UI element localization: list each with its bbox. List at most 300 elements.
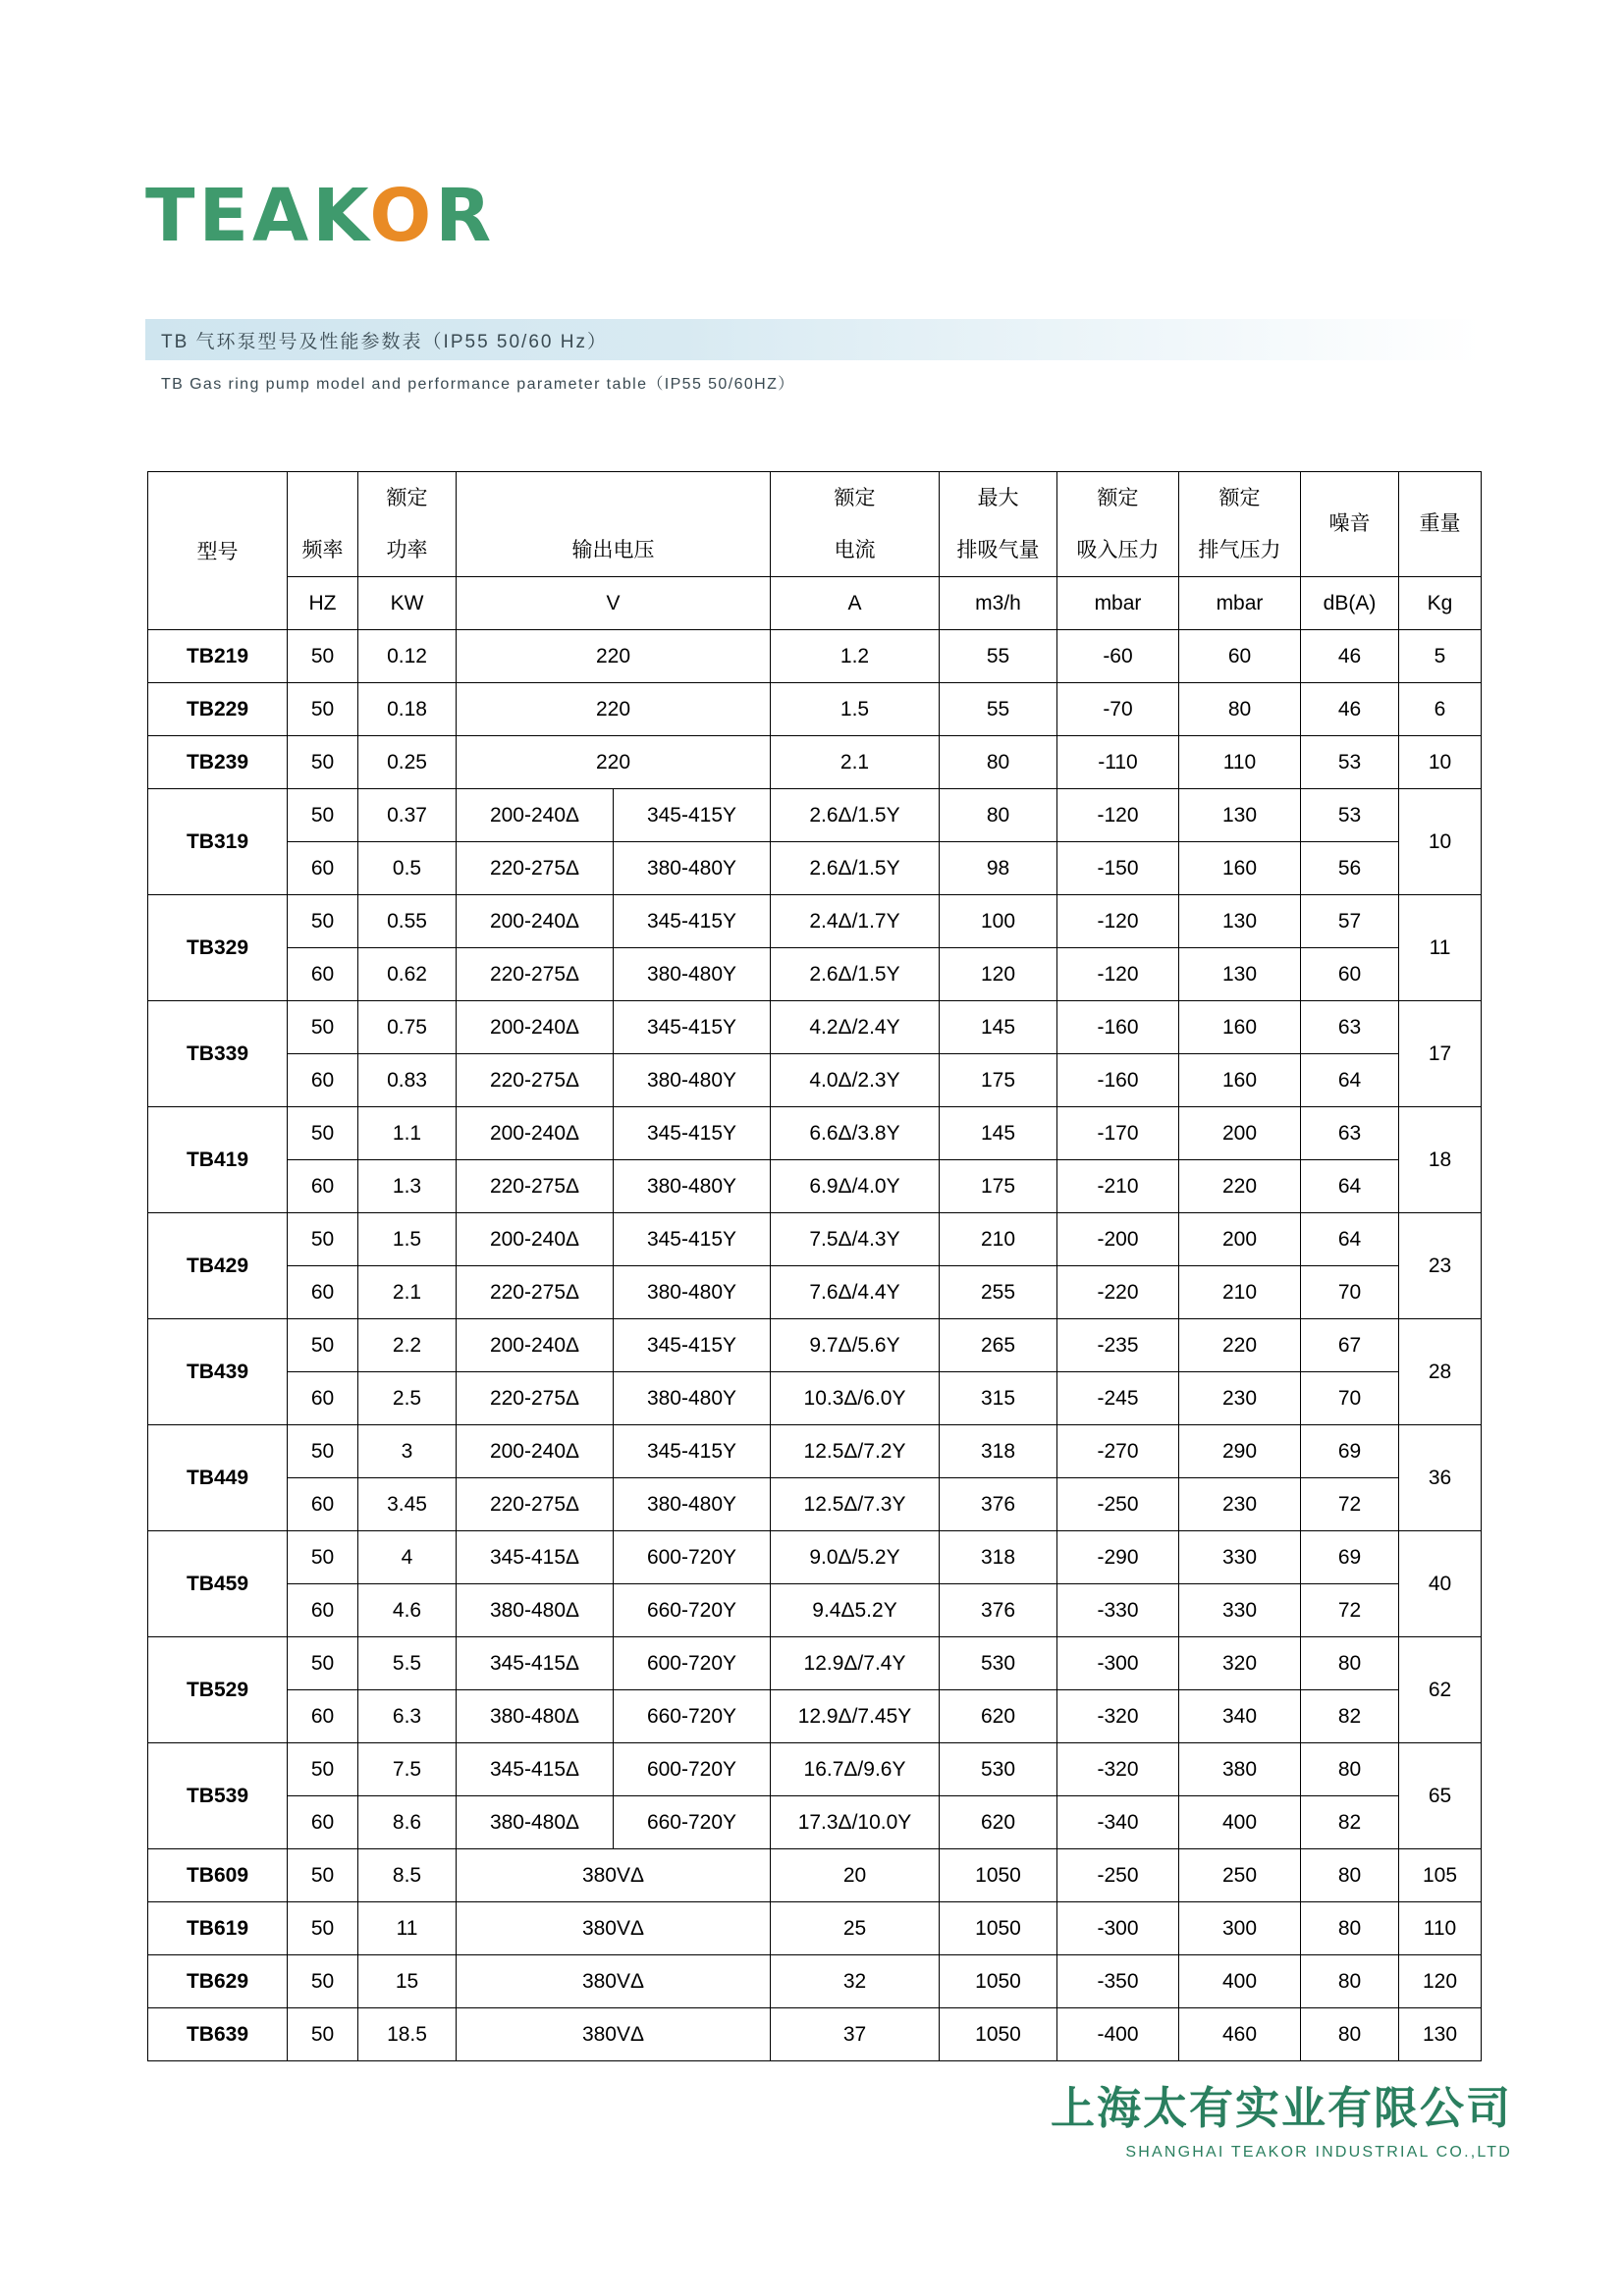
cell-discharge-pressure: 230 xyxy=(1179,1372,1301,1425)
cell-voltage-delta: 200-240Δ xyxy=(457,1425,614,1478)
company-logo xyxy=(145,172,656,260)
table-row xyxy=(148,1849,1482,1902)
cell-voltage-star: 380-480Y xyxy=(614,1054,771,1107)
cell-model: TB529 xyxy=(148,1637,288,1743)
cell-weight: 23 xyxy=(1399,1213,1482,1319)
table-row xyxy=(148,1637,1482,1690)
cell-current: 9.4Δ5.2Y xyxy=(771,1584,940,1637)
cell-current: 2.1 xyxy=(771,736,940,789)
cell-power: 5.5 xyxy=(358,1637,457,1690)
cell-model: TB619 xyxy=(148,1902,288,1955)
cell-voltage: 380VΔ xyxy=(457,1902,771,1955)
header-freq-blank xyxy=(288,472,358,525)
cell-current: 2.6Δ/1.5Y xyxy=(771,948,940,1001)
cell-noise: 80 xyxy=(1301,1849,1399,1902)
header-voltage-unit: V xyxy=(457,577,771,630)
table-row xyxy=(148,2008,1482,2061)
cell-voltage-delta: 345-415Δ xyxy=(457,1531,614,1584)
cell-discharge-pressure: 160 xyxy=(1179,842,1301,895)
cell-weight: 28 xyxy=(1399,1319,1482,1425)
cell-frequency: 50 xyxy=(288,1849,358,1902)
cell-suction-pressure: -350 xyxy=(1057,1955,1179,2008)
table-row xyxy=(148,1054,1482,1107)
spec-table-wrapper xyxy=(147,471,1481,2061)
cell-frequency: 60 xyxy=(288,1054,358,1107)
cell-power: 8.5 xyxy=(358,1849,457,1902)
cell-frequency: 50 xyxy=(288,789,358,842)
header-suction-cn1: 额定 xyxy=(1057,472,1179,525)
section-title-bar xyxy=(145,319,1481,360)
cell-weight: 10 xyxy=(1399,736,1482,789)
cell-frequency: 60 xyxy=(288,948,358,1001)
cell-frequency: 50 xyxy=(288,1531,358,1584)
cell-suction-pressure: -400 xyxy=(1057,2008,1179,2061)
table-row xyxy=(148,1213,1482,1266)
cell-noise: 72 xyxy=(1301,1584,1399,1637)
cell-flow: 315 xyxy=(940,1372,1057,1425)
cell-weight: 130 xyxy=(1399,2008,1482,2061)
cell-current: 12.9Δ/7.4Y xyxy=(771,1637,940,1690)
cell-frequency: 50 xyxy=(288,1107,358,1160)
cell-power: 2.2 xyxy=(358,1319,457,1372)
cell-model: TB639 xyxy=(148,2008,288,2061)
cell-current: 9.7Δ/5.6Y xyxy=(771,1319,940,1372)
cell-voltage-star: 345-415Y xyxy=(614,789,771,842)
table-row xyxy=(148,1319,1482,1372)
header-voltage-blank xyxy=(457,472,771,525)
cell-voltage-delta: 200-240Δ xyxy=(457,1213,614,1266)
header-flow-cn2: 排吸气量 xyxy=(940,524,1057,577)
cell-noise: 80 xyxy=(1301,2008,1399,2061)
cell-current: 6.6Δ/3.8Y xyxy=(771,1107,940,1160)
cell-current: 6.9Δ/4.0Y xyxy=(771,1160,940,1213)
cell-current: 25 xyxy=(771,1902,940,1955)
cell-noise: 80 xyxy=(1301,1902,1399,1955)
spec-table xyxy=(147,471,1482,2061)
cell-power: 0.25 xyxy=(358,736,457,789)
header-voltage-cn: 输出电压 xyxy=(457,524,771,577)
cell-weight: 18 xyxy=(1399,1107,1482,1213)
cell-current: 12.5Δ/7.2Y xyxy=(771,1425,940,1478)
cell-discharge-pressure: 160 xyxy=(1179,1001,1301,1054)
cell-power: 6.3 xyxy=(358,1690,457,1743)
cell-model: TB609 xyxy=(148,1849,288,1902)
cell-voltage-star: 660-720Y xyxy=(614,1796,771,1849)
cell-power: 3.45 xyxy=(358,1478,457,1531)
cell-flow: 80 xyxy=(940,736,1057,789)
cell-suction-pressure: -270 xyxy=(1057,1425,1179,1478)
cell-weight: 17 xyxy=(1399,1001,1482,1107)
cell-flow: 530 xyxy=(940,1637,1057,1690)
cell-power: 2.5 xyxy=(358,1372,457,1425)
cell-frequency: 50 xyxy=(288,1902,358,1955)
cell-voltage-star: 380-480Y xyxy=(614,842,771,895)
header-weight-unit: Kg xyxy=(1399,577,1482,630)
cell-flow: 1050 xyxy=(940,2008,1057,2061)
cell-model: TB539 xyxy=(148,1743,288,1849)
cell-suction-pressure: -120 xyxy=(1057,948,1179,1001)
cell-suction-pressure: -245 xyxy=(1057,1372,1179,1425)
cell-weight: 110 xyxy=(1399,1902,1482,1955)
cell-noise: 60 xyxy=(1301,948,1399,1001)
company-name-cn: 上海太有实业有限公司 xyxy=(1050,2082,1512,2134)
cell-model: TB319 xyxy=(148,789,288,895)
header-model: 型号 xyxy=(148,472,288,630)
cell-flow: 1050 xyxy=(940,1955,1057,2008)
cell-model: TB419 xyxy=(148,1107,288,1213)
cell-discharge-pressure: 400 xyxy=(1179,1796,1301,1849)
cell-discharge-pressure: 300 xyxy=(1179,1902,1301,1955)
cell-power: 18.5 xyxy=(358,2008,457,2061)
cell-flow: 120 xyxy=(940,948,1057,1001)
table-row xyxy=(148,1001,1482,1054)
cell-frequency: 60 xyxy=(288,1796,358,1849)
cell-frequency: 50 xyxy=(288,1319,358,1372)
cell-discharge-pressure: 380 xyxy=(1179,1743,1301,1796)
header-row-2 xyxy=(148,524,1482,577)
header-discharge-cn2: 排气压力 xyxy=(1179,524,1301,577)
cell-weight: 10 xyxy=(1399,789,1482,895)
header-suction-cn2: 吸入压力 xyxy=(1057,524,1179,577)
cell-current: 2.4Δ/1.7Y xyxy=(771,895,940,948)
cell-voltage-delta: 220-275Δ xyxy=(457,1478,614,1531)
cell-discharge-pressure: 220 xyxy=(1179,1160,1301,1213)
cell-discharge-pressure: 400 xyxy=(1179,1955,1301,2008)
cell-flow: 255 xyxy=(940,1266,1057,1319)
cell-noise: 80 xyxy=(1301,1955,1399,2008)
cell-power: 0.62 xyxy=(358,948,457,1001)
cell-flow: 98 xyxy=(940,842,1057,895)
cell-model: TB429 xyxy=(148,1213,288,1319)
header-suction-unit: mbar xyxy=(1057,577,1179,630)
cell-frequency: 50 xyxy=(288,1425,358,1478)
cell-suction-pressure: -200 xyxy=(1057,1213,1179,1266)
header-discharge-cn1: 额定 xyxy=(1179,472,1301,525)
cell-suction-pressure: -120 xyxy=(1057,895,1179,948)
cell-voltage-star: 345-415Y xyxy=(614,1319,771,1372)
header-weight-cn: 重量 xyxy=(1399,472,1482,577)
cell-voltage-delta: 200-240Δ xyxy=(457,1001,614,1054)
cell-model: TB339 xyxy=(148,1001,288,1107)
cell-voltage: 220 xyxy=(457,630,771,683)
section-title-cn: TB 气环泵型号及性能参数表（IP55 50/60 Hz） xyxy=(161,331,608,352)
cell-discharge-pressure: 340 xyxy=(1179,1690,1301,1743)
cell-current: 7.6Δ/4.4Y xyxy=(771,1266,940,1319)
table-row xyxy=(148,1478,1482,1531)
cell-frequency: 60 xyxy=(288,1372,358,1425)
cell-suction-pressure: -160 xyxy=(1057,1001,1179,1054)
header-current-unit: A xyxy=(771,577,940,630)
cell-noise: 64 xyxy=(1301,1213,1399,1266)
table-row xyxy=(148,736,1482,789)
logo-text-after: R xyxy=(435,174,496,258)
header-power-cn1: 额定 xyxy=(358,472,457,525)
cell-flow: 55 xyxy=(940,630,1057,683)
cell-discharge-pressure: 210 xyxy=(1179,1266,1301,1319)
table-row xyxy=(148,1690,1482,1743)
cell-current: 20 xyxy=(771,1849,940,1902)
cell-noise: 64 xyxy=(1301,1160,1399,1213)
cell-noise: 46 xyxy=(1301,630,1399,683)
cell-voltage-star: 600-720Y xyxy=(614,1637,771,1690)
cell-noise: 72 xyxy=(1301,1478,1399,1531)
cell-flow: 145 xyxy=(940,1107,1057,1160)
cell-weight: 120 xyxy=(1399,1955,1482,2008)
cell-current: 4.2Δ/2.4Y xyxy=(771,1001,940,1054)
cell-flow: 210 xyxy=(940,1213,1057,1266)
table-row xyxy=(148,1743,1482,1796)
cell-suction-pressure: -300 xyxy=(1057,1902,1179,1955)
cell-discharge-pressure: 460 xyxy=(1179,2008,1301,2061)
cell-suction-pressure: -320 xyxy=(1057,1743,1179,1796)
cell-current: 9.0Δ/5.2Y xyxy=(771,1531,940,1584)
cell-suction-pressure: -250 xyxy=(1057,1849,1179,1902)
cell-flow: 376 xyxy=(940,1478,1057,1531)
cell-current: 16.7Δ/9.6Y xyxy=(771,1743,940,1796)
cell-frequency: 60 xyxy=(288,1690,358,1743)
table-row xyxy=(148,842,1482,895)
table-body xyxy=(148,630,1482,2061)
cell-suction-pressure: -160 xyxy=(1057,1054,1179,1107)
cell-voltage-star: 660-720Y xyxy=(614,1584,771,1637)
header-noise-unit: dB(A) xyxy=(1301,577,1399,630)
cell-current: 2.6Δ/1.5Y xyxy=(771,789,940,842)
cell-power: 1.3 xyxy=(358,1160,457,1213)
cell-frequency: 60 xyxy=(288,842,358,895)
cell-suction-pressure: -150 xyxy=(1057,842,1179,895)
cell-power: 11 xyxy=(358,1902,457,1955)
table-row xyxy=(148,1531,1482,1584)
cell-voltage-delta: 380-480Δ xyxy=(457,1690,614,1743)
cell-noise: 82 xyxy=(1301,1690,1399,1743)
cell-discharge-pressure: 330 xyxy=(1179,1531,1301,1584)
cell-flow: 318 xyxy=(940,1531,1057,1584)
cell-weight: 11 xyxy=(1399,895,1482,1001)
cell-voltage-delta: 220-275Δ xyxy=(457,1372,614,1425)
cell-flow: 175 xyxy=(940,1054,1057,1107)
cell-noise: 70 xyxy=(1301,1266,1399,1319)
cell-power: 8.6 xyxy=(358,1796,457,1849)
cell-frequency: 60 xyxy=(288,1266,358,1319)
cell-flow: 620 xyxy=(940,1796,1057,1849)
cell-power: 0.37 xyxy=(358,789,457,842)
cell-model: TB329 xyxy=(148,895,288,1001)
cell-weight: 40 xyxy=(1399,1531,1482,1637)
cell-weight: 62 xyxy=(1399,1637,1482,1743)
header-row-1 xyxy=(148,472,1482,525)
cell-frequency: 50 xyxy=(288,1637,358,1690)
cell-discharge-pressure: 200 xyxy=(1179,1213,1301,1266)
cell-voltage-star: 600-720Y xyxy=(614,1531,771,1584)
header-current-cn2: 电流 xyxy=(771,524,940,577)
header-noise-cn: 噪音 xyxy=(1301,472,1399,577)
cell-voltage-star: 345-415Y xyxy=(614,1213,771,1266)
cell-voltage-delta: 200-240Δ xyxy=(457,1319,614,1372)
cell-frequency: 50 xyxy=(288,2008,358,2061)
cell-frequency: 50 xyxy=(288,1955,358,2008)
header-flow-cn1: 最大 xyxy=(940,472,1057,525)
cell-discharge-pressure: 80 xyxy=(1179,683,1301,736)
cell-discharge-pressure: 130 xyxy=(1179,948,1301,1001)
cell-voltage-delta: 200-240Δ xyxy=(457,789,614,842)
cell-current: 2.6Δ/1.5Y xyxy=(771,842,940,895)
cell-weight: 36 xyxy=(1399,1425,1482,1531)
cell-noise: 46 xyxy=(1301,683,1399,736)
cell-voltage-delta: 200-240Δ xyxy=(457,1107,614,1160)
cell-voltage-delta: 380-480Δ xyxy=(457,1584,614,1637)
cell-flow: 1050 xyxy=(940,1902,1057,1955)
cell-suction-pressure: -110 xyxy=(1057,736,1179,789)
cell-power: 1.1 xyxy=(358,1107,457,1160)
footer-company-block xyxy=(923,2081,1512,2162)
cell-power: 0.18 xyxy=(358,683,457,736)
cell-flow: 265 xyxy=(940,1319,1057,1372)
cell-suction-pressure: -320 xyxy=(1057,1690,1179,1743)
table-row xyxy=(148,895,1482,948)
cell-suction-pressure: -120 xyxy=(1057,789,1179,842)
cell-frequency: 50 xyxy=(288,630,358,683)
cell-noise: 64 xyxy=(1301,1054,1399,1107)
cell-noise: 63 xyxy=(1301,1107,1399,1160)
cell-suction-pressure: -210 xyxy=(1057,1160,1179,1213)
cell-model: TB229 xyxy=(148,683,288,736)
table-row xyxy=(148,630,1482,683)
cell-suction-pressure: -170 xyxy=(1057,1107,1179,1160)
cell-frequency: 50 xyxy=(288,895,358,948)
cell-discharge-pressure: 160 xyxy=(1179,1054,1301,1107)
cell-power: 1.5 xyxy=(358,1213,457,1266)
cell-discharge-pressure: 60 xyxy=(1179,630,1301,683)
cell-voltage-delta: 200-240Δ xyxy=(457,895,614,948)
cell-power: 0.55 xyxy=(358,895,457,948)
cell-voltage-delta: 220-275Δ xyxy=(457,1266,614,1319)
cell-frequency: 50 xyxy=(288,736,358,789)
cell-current: 1.2 xyxy=(771,630,940,683)
cell-discharge-pressure: 330 xyxy=(1179,1584,1301,1637)
cell-suction-pressure: -330 xyxy=(1057,1584,1179,1637)
cell-noise: 69 xyxy=(1301,1425,1399,1478)
cell-power: 4.6 xyxy=(358,1584,457,1637)
cell-discharge-pressure: 130 xyxy=(1179,895,1301,948)
cell-current: 1.5 xyxy=(771,683,940,736)
cell-suction-pressure: -220 xyxy=(1057,1266,1179,1319)
section-title-en: TB Gas ring pump model and performance parameter table（IP55 50/60HZ） xyxy=(161,376,795,393)
cell-power: 15 xyxy=(358,1955,457,2008)
cell-voltage-star: 345-415Y xyxy=(614,895,771,948)
header-current-cn1: 额定 xyxy=(771,472,940,525)
cell-noise: 63 xyxy=(1301,1001,1399,1054)
cell-voltage-star: 345-415Y xyxy=(614,1425,771,1478)
cell-frequency: 60 xyxy=(288,1478,358,1531)
table-row xyxy=(148,1107,1482,1160)
logo-wordmark xyxy=(145,172,656,260)
cell-noise: 56 xyxy=(1301,842,1399,895)
cell-voltage-star: 600-720Y xyxy=(614,1743,771,1796)
cell-discharge-pressure: 130 xyxy=(1179,789,1301,842)
cell-noise: 57 xyxy=(1301,895,1399,948)
cell-flow: 100 xyxy=(940,895,1057,948)
cell-discharge-pressure: 290 xyxy=(1179,1425,1301,1478)
cell-flow: 80 xyxy=(940,789,1057,842)
header-row-3 xyxy=(148,577,1482,630)
cell-voltage: 380VΔ xyxy=(457,1955,771,2008)
cell-suction-pressure: -70 xyxy=(1057,683,1179,736)
cell-noise: 80 xyxy=(1301,1743,1399,1796)
header-power-cn2: 功率 xyxy=(358,524,457,577)
cell-current: 7.5Δ/4.3Y xyxy=(771,1213,940,1266)
cell-voltage: 220 xyxy=(457,683,771,736)
cell-power: 2.1 xyxy=(358,1266,457,1319)
cell-frequency: 50 xyxy=(288,683,358,736)
table-row xyxy=(148,1372,1482,1425)
cell-voltage-star: 380-480Y xyxy=(614,1372,771,1425)
header-power-unit: KW xyxy=(358,577,457,630)
cell-power: 0.5 xyxy=(358,842,457,895)
cell-voltage-star: 380-480Y xyxy=(614,1160,771,1213)
cell-voltage-delta: 345-415Δ xyxy=(457,1743,614,1796)
cell-discharge-pressure: 320 xyxy=(1179,1637,1301,1690)
cell-noise: 82 xyxy=(1301,1796,1399,1849)
cell-frequency: 50 xyxy=(288,1743,358,1796)
cell-noise: 53 xyxy=(1301,736,1399,789)
cell-noise: 53 xyxy=(1301,789,1399,842)
cell-voltage-star: 345-415Y xyxy=(614,1001,771,1054)
cell-noise: 69 xyxy=(1301,1531,1399,1584)
table-row xyxy=(148,683,1482,736)
cell-frequency: 60 xyxy=(288,1160,358,1213)
cell-suction-pressure: -235 xyxy=(1057,1319,1179,1372)
header-freq-unit: HZ xyxy=(288,577,358,630)
cell-flow: 620 xyxy=(940,1690,1057,1743)
cell-discharge-pressure: 110 xyxy=(1179,736,1301,789)
cell-noise: 80 xyxy=(1301,1637,1399,1690)
cell-power: 7.5 xyxy=(358,1743,457,1796)
table-row xyxy=(148,1902,1482,1955)
cell-flow: 175 xyxy=(940,1160,1057,1213)
cell-voltage-star: 380-480Y xyxy=(614,1478,771,1531)
cell-voltage: 220 xyxy=(457,736,771,789)
cell-current: 32 xyxy=(771,1955,940,2008)
cell-voltage-delta: 220-275Δ xyxy=(457,1160,614,1213)
logo-accent-letter: O xyxy=(369,174,436,258)
cell-model: TB219 xyxy=(148,630,288,683)
cell-suction-pressure: -340 xyxy=(1057,1796,1179,1849)
cell-flow: 55 xyxy=(940,683,1057,736)
cell-current: 4.0Δ/2.3Y xyxy=(771,1054,940,1107)
cell-suction-pressure: -290 xyxy=(1057,1531,1179,1584)
cell-flow: 145 xyxy=(940,1001,1057,1054)
cell-voltage-star: 345-415Y xyxy=(614,1107,771,1160)
cell-discharge-pressure: 220 xyxy=(1179,1319,1301,1372)
cell-voltage-delta: 220-275Δ xyxy=(457,948,614,1001)
cell-flow: 318 xyxy=(940,1425,1057,1478)
cell-voltage-delta: 380-480Δ xyxy=(457,1796,614,1849)
table-row xyxy=(148,1796,1482,1849)
cell-suction-pressure: -300 xyxy=(1057,1637,1179,1690)
table-row xyxy=(148,1584,1482,1637)
cell-voltage: 380VΔ xyxy=(457,1849,771,1902)
cell-model: TB439 xyxy=(148,1319,288,1425)
cell-frequency: 50 xyxy=(288,1001,358,1054)
cell-weight: 5 xyxy=(1399,630,1482,683)
cell-current: 10.3Δ/6.0Y xyxy=(771,1372,940,1425)
table-row xyxy=(148,789,1482,842)
company-name-en: SHANGHAI TEAKOR INDUSTRIAL CO.,LTD xyxy=(1125,2144,1512,2161)
cell-flow: 1050 xyxy=(940,1849,1057,1902)
cell-noise: 67 xyxy=(1301,1319,1399,1372)
cell-current: 12.9Δ/7.45Y xyxy=(771,1690,940,1743)
cell-current: 12.5Δ/7.3Y xyxy=(771,1478,940,1531)
